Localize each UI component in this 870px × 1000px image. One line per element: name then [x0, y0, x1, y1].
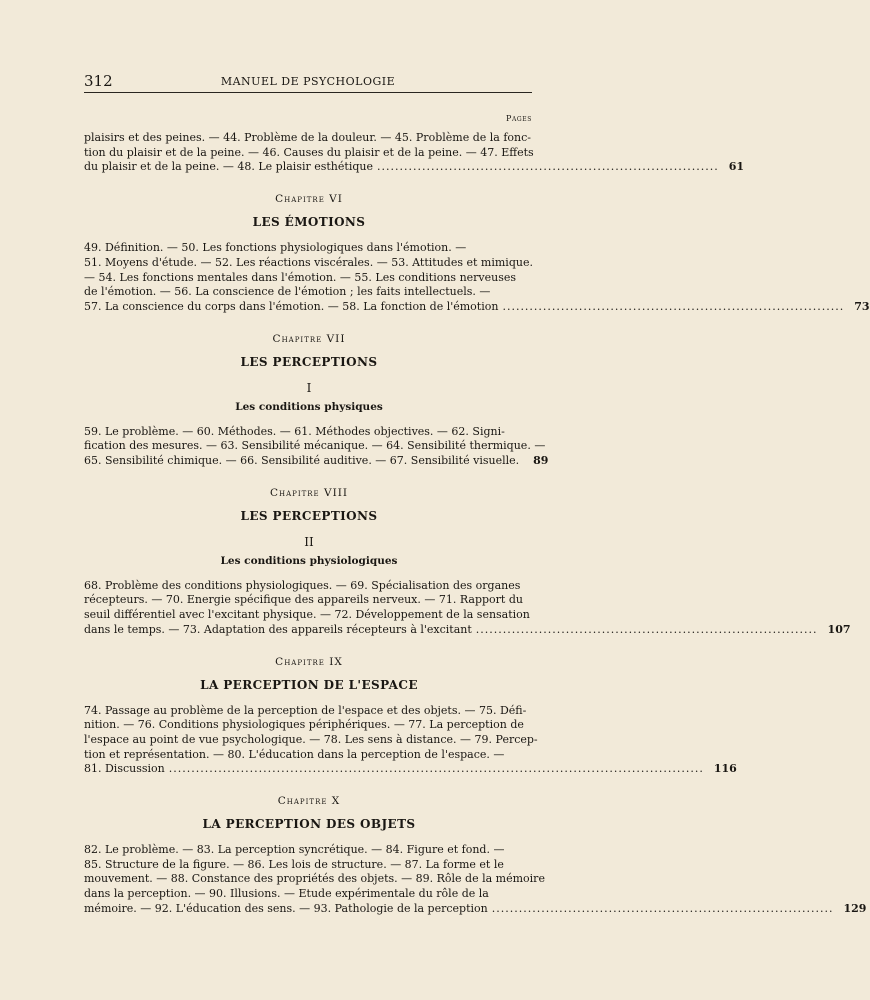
entry-line: 59. Le problème. — 60. Méthodes. — 61. Méthodes objectives. — 62. Signi-	[84, 424, 505, 438]
entry-last-line	[84, 622, 851, 638]
entry-line: mouvement. — 88. Constance des propriétés des objets. — 89. Rôle de la mémoire	[84, 872, 545, 886]
entry-line: tion et représentation. — 80. L'éducation dans la perception de l'espace. —	[84, 747, 505, 761]
entry-line: de l'émotion. — 56. La conscience de l'émotion ; les faits intellectuels. —	[84, 285, 491, 299]
entry-line: mémoire. — 92. L'éducation des sens. — 93. Pathologie de la perception	[84, 901, 488, 915]
toc-entry-ch8	[84, 578, 851, 638]
entry-line: 74. Passage au problème de la perception de l'espace et des objets. — 75. Défi-	[84, 703, 527, 717]
chapter-label: Chapitre IX	[275, 655, 343, 668]
toc-entry-ch9	[84, 703, 737, 778]
entry-line: 82. Le problème. — 83. La perception syncrétique. — 84. Figure et fond. —	[84, 843, 505, 857]
leader-dots: ............................................................................	[475, 622, 818, 636]
entry-last-line	[84, 299, 870, 315]
entry-line: — 54. Les fonctions mentales dans l'émotion. — 55. Les conditions nerveuses	[84, 270, 517, 284]
toc-entry-ch6	[84, 241, 870, 315]
part-title: Les conditions physiques	[235, 400, 383, 413]
chapter-title: LES PERCEPTIONS	[240, 354, 378, 369]
page-ref: 107	[827, 622, 851, 636]
entry-line: seuil différentiel avec l'excitant physique. — 72. Développement de la sensation	[84, 608, 530, 622]
pages-column-label: Pages	[506, 114, 532, 123]
chapter-title: LES PERCEPTIONS	[240, 508, 378, 523]
page-ref: 129	[843, 901, 867, 915]
entry-line: 85. Structure de la figure. — 86. Les lois de structure. — 87. La forme et le	[84, 857, 504, 871]
chapter-label: Chapitre VI	[275, 193, 343, 206]
table-of-contents	[84, 131, 870, 917]
page-number: 312	[84, 72, 113, 90]
entry-line: 49. Définition. — 50. Les fonctions physiologiques dans l'émotion. —	[84, 241, 467, 255]
entry-line: du plaisir et de la peine. — 48. Le plaisir esthétique	[84, 160, 373, 174]
entry-line: 65. Sensibilité chimique. — 66. Sensibilité auditive. — 67. Sensibilité visuelle.	[84, 454, 520, 468]
part-number: I	[306, 380, 312, 395]
entry-line: 68. Problème des conditions physiologiques. — 69. Spécialisation des organes	[84, 578, 521, 592]
entry-last-line	[84, 901, 867, 917]
entry-last-line	[84, 762, 737, 777]
leader-dots: .......................................................................................................................	[168, 762, 704, 776]
chapter-title: LES ÉMOTIONS	[252, 215, 366, 230]
entry-line: 81. Discussion	[84, 762, 165, 776]
entry-last-line	[84, 454, 549, 469]
entry-line: nition. — 76. Conditions physiologiques périphériques. — 77. La perception de	[84, 718, 524, 732]
chapter-label: Chapitre VIII	[269, 486, 349, 499]
page-ref: 116	[713, 762, 737, 776]
page-ref: 61	[728, 160, 745, 174]
part-title: Les conditions physiologiques	[220, 554, 398, 567]
toc-entry-ch7	[84, 424, 549, 469]
entry-line: l'espace au point de vue psychologique. — 78. Les sens à distance. — 79. Percep-	[84, 732, 538, 746]
chapter-title: LA PERCEPTION DE L'ESPACE	[200, 677, 418, 692]
entry-line: fication des mesures. — 63. Sensibilité mécanique. — 64. Sensibilité thermique. —	[84, 439, 546, 453]
chapter-label: Chapitre X	[277, 795, 341, 808]
entry-last-line	[84, 160, 745, 175]
page-ref: 89	[533, 454, 549, 468]
entry-line: dans la perception. — 90. Illusions. — Etude expérimentale du rôle de la	[84, 887, 489, 901]
entry-line: plaisirs et des peines. — 44. Problème de la douleur. — 45. Problème de la fonc-	[84, 131, 531, 144]
toc-entry-intro	[84, 131, 745, 175]
entry-line: récepteurs. — 70. Energie spécifique des appareils nerveux. — 71. Rapport du	[84, 593, 523, 607]
chapter-label: Chapitre VII	[272, 332, 346, 345]
page-header	[84, 72, 532, 93]
entry-line: 57. La conscience du corps dans l'émotion. — 58. La fonction de l'émotion	[84, 299, 499, 313]
entry-line: dans le temps. — 73. Adaptation des appareils récepteurs à l'excitant	[84, 622, 472, 636]
chapter-title: LA PERCEPTION DES OBJETS	[202, 817, 416, 832]
part-number: II	[304, 534, 314, 549]
running-title: MANUEL DE PSYCHOLOGIE	[220, 75, 396, 88]
toc-entry-ch10	[84, 843, 867, 917]
entry-line: tion du plaisir et de la peine. — 46. Causes du plaisir et de la peine. — 47. Effets	[84, 145, 534, 159]
page-ref: 73	[854, 299, 870, 313]
leader-dots: ............................................................................	[491, 901, 834, 915]
leader-dots: ............................................................................	[502, 299, 845, 313]
entry-line: 51. Moyens d'étude. — 52. Les réactions viscérales. — 53. Attitudes et mimique.	[84, 255, 533, 269]
leader-dots: ............................................................................	[376, 160, 719, 174]
